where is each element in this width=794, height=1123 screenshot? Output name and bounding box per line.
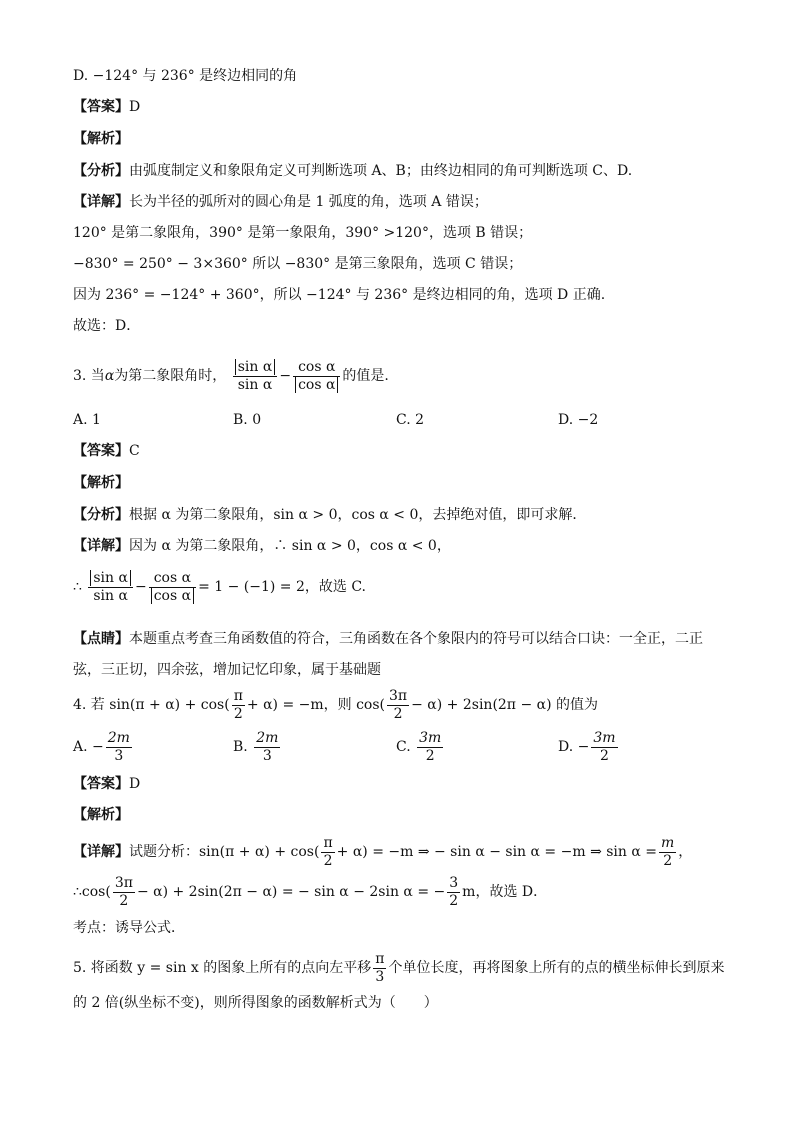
q3-fraction-1: $\frac{\text{sin α}}{\text{sin α}}$ bbox=[233, 359, 278, 394]
q4-answer: 【答案】D bbox=[73, 776, 141, 792]
q3-analysis-tag: 【解析】 bbox=[73, 475, 129, 491]
q4-analysis-tag: 【解析】 bbox=[73, 807, 129, 823]
q2-option-d: D. −124° 与 236° 是终边相同的角 bbox=[73, 68, 298, 84]
q2-detail-1: 【详解】长为半径的弧所对的圆心角是 1 弧度的角，选项 A 错误； bbox=[73, 194, 488, 210]
q3-stem: 3. 当α为第二象限角时， $\frac{\text{sin α}}{\text{sin α}}$ − $\frac{\text{cos α}}{\text{cos α}}$ 的值是. bbox=[73, 358, 389, 393]
q2-detail-3: −830° = 250° − 3×360° 所以 −830° 是第三象限角，选项 C 错误； bbox=[73, 256, 523, 272]
q5-stem-1: 5. 将函数 y = sin x 的图象上所有的点向左平移 $\frac{\pi}{3}$ 个单位长度，再将图象上所有的点的横坐标伸长到原来 bbox=[73, 950, 725, 985]
q4-stem: 4. 若 sin(π + α) + cos( $\frac{\pi}{2}$ + α) = −m，则 cos( $\frac{3\pi}{2}$ − α) + 2sin(2π − α) 的值为 bbox=[73, 687, 599, 722]
q2-detail-2: 120° 是第二象限角，390° 是第一象限角，390° >120°，选项 B 错误； bbox=[73, 225, 533, 241]
q3-answer: 【答案】C bbox=[73, 443, 140, 459]
q2-conclusion: 故选：D． bbox=[73, 318, 141, 334]
q4-option-d: D. − $\frac{3m}{2}$ bbox=[558, 729, 616, 764]
q2-fenxi: 【分析】由弧度制定义和象限角定义可判断选项 A、B；由终边相同的角可判断选项 C、D. bbox=[73, 163, 633, 179]
answer-value: D bbox=[129, 99, 141, 115]
q3-option-c: C. 2 bbox=[396, 412, 425, 428]
q4-option-b: B. $\frac{2m}{3}$ bbox=[233, 729, 279, 764]
q3-fraction-2: $\frac{\text{cos α}}{\text{cos α}}$ bbox=[293, 359, 340, 394]
q2-analysis-tag: 【解析】 bbox=[73, 131, 129, 147]
q3-fenxi: 【分析】根据 α 为第二象限角，sin α > 0，cos α < 0，去掉绝对值，即可求解． bbox=[73, 507, 587, 523]
q4-option-c: C. $\frac{3m}{2}$ bbox=[396, 729, 442, 764]
q4-detail-1: 【详解】试题分析：sin(π + α) + cos( $\frac{\pi}{2}$ + α) = −m ⇒ − sin α − sin α = −m ⇒ sin α = $\frac{m}{2}$ ， bbox=[73, 834, 693, 869]
q3-detail-1: 【详解】因为 α 为第二象限角，∴ sin α > 0，cos α < 0， bbox=[73, 538, 451, 554]
q3-option-a: A. 1 bbox=[73, 412, 101, 428]
q4-detail-2: ∴cos( $\frac{3\pi}{2}$ − α) + 2sin(2π − α) = − sin α − 2sin α = − $\frac{3}{2}$ m，故选 D． bbox=[73, 874, 548, 909]
q2-answer bbox=[73, 97, 140, 117]
answer-tag: 【答案】 bbox=[73, 99, 129, 115]
q3-dianjing-1: 【点睛】本题重点考查三角函数值的符合，三角函数在各个象限内的符号可以结合口诀：一全正，二正 bbox=[73, 631, 703, 647]
q4-kaodian: 考点：诱导公式． bbox=[73, 920, 185, 936]
q3-option-d: D. −2 bbox=[558, 412, 599, 428]
q3-option-b: B. 0 bbox=[233, 412, 262, 428]
q4-option-a: A. − $\frac{2m}{3}$ bbox=[73, 729, 130, 764]
q5-stem-2: 的 2 倍(纵坐标不变)，则所得图象的函数解析式为（ ） bbox=[73, 995, 438, 1011]
q2-detail-4: 因为 236° = −124° + 360°，所以 −124° 与 236° 是终边相同的角，选项 D 正确. bbox=[73, 287, 606, 303]
q3-detail-2: ∴ $\frac{\text{sin α}}{\text{sin α}}$ − $\frac{\text{cos α}}{\text{cos α}}$ = 1 − (−1) = 2，故选 C. bbox=[73, 569, 366, 604]
q3-dianjing-2: 弦，三正切，四余弦，增加记忆印象，属于基础题 bbox=[73, 662, 381, 678]
